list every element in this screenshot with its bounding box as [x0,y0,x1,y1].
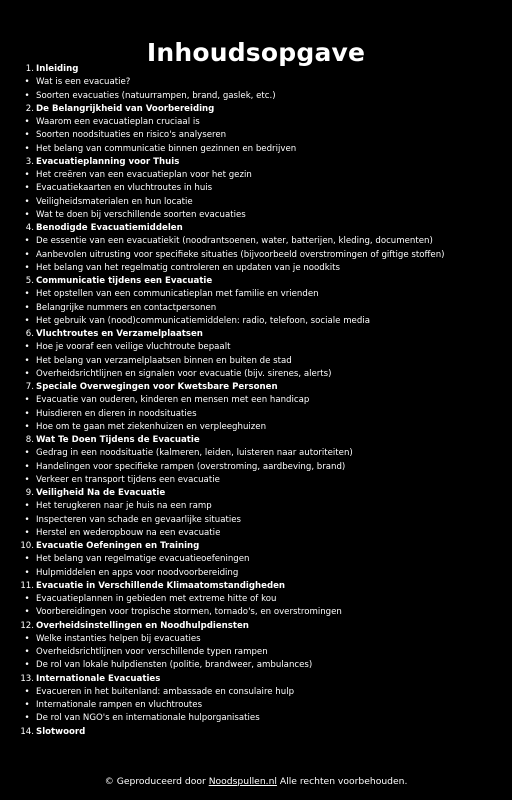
bullet-icon: • [24,421,30,432]
bullet-icon: • [24,236,30,247]
bullet-icon: • [24,474,30,485]
chapter-title: Evacuatie in Verschillende Klimaatomstandigheden [36,580,286,591]
toc-subitem [0,169,512,182]
toc-chapter [0,103,512,116]
toc-subitem [0,514,512,527]
subitem-text: Hoe je vooraf een veilige vluchtroute bepaalt [36,342,231,353]
bullet-icon: • [24,686,30,697]
toc-subitem [0,368,512,381]
bullet-icon: • [24,395,30,406]
subitem-text: Hulpmiddelen en apps voor noodvoorbereiding [36,567,239,578]
toc-subitem [0,315,512,328]
subitem-text: Het opstellen van een communicatieplan met familie en vrienden [36,289,319,300]
toc-chapter [0,487,512,500]
footer-copyright-prefix: © Geproduceerd door [104,776,209,787]
bullet-icon: • [24,342,30,353]
subitem-text: Het belang van het regelmatig controleren en updaten van je noodkits [36,262,340,273]
subitem-text: De essentie van een evacuatiekit (noodrantsoenen, water, batterijen, kleding, documenten) [36,236,433,247]
toc-subitem [0,341,512,354]
subitem-text: Evacuatieplannen in gebieden met extreme hitte of kou [36,594,277,604]
footer-link[interactable]: Noodspullen.nl [208,776,277,787]
subitem-text: Aanbevolen uitrusting voor specifieke situaties (bijvoorbeeld overstromingen of giftige stoffen) [36,249,445,260]
subitem-text: Wat te doen bij verschillende soorten evacuaties [36,209,246,220]
bullet-icon: • [24,607,30,618]
toc-subitem [0,659,512,672]
toc-subitem [0,474,512,487]
toc-chapter [0,222,512,235]
toc-subitem [0,182,512,195]
chapter-number: 9. [25,488,34,498]
toc-chapter [0,673,512,686]
toc-subitem [0,408,512,421]
toc-subitem [0,196,512,209]
toc-subitem [0,116,512,129]
chapter-number: 3. [25,156,34,167]
toc-subitem [0,712,512,725]
subitem-text: De rol van lokale hulpdiensten (politie, brandweer, ambulances) [36,660,313,671]
table-of-contents [0,63,512,739]
chapter-number: 2. [25,103,34,114]
bullet-icon: • [24,527,30,538]
toc-subitem [0,633,512,646]
toc-subitem [0,567,512,580]
toc-chapter [0,328,512,341]
chapter-number: 13. [20,673,34,684]
bullet-icon: • [24,660,30,671]
toc-subitem [0,606,512,619]
chapter-title: Veiligheid Na de Evacuatie [36,488,166,498]
toc-subitem [0,288,512,301]
bullet-icon: • [24,130,30,141]
bullet-icon: • [24,461,30,472]
toc-subitem [0,394,512,407]
bullet-icon: • [24,143,30,154]
toc-subitem [0,249,512,262]
subitem-text: Het terugkeren naar je huis na een ramp [36,501,212,512]
subitem-text: Wat is een evacuatie? [36,77,131,88]
bullet-icon: • [24,209,30,220]
footer-copyright-suffix: Alle rechten voorbehouden. [276,776,408,787]
bullet-icon: • [24,249,30,260]
subitem-text: Soorten noodsituaties en risico's analyseren [36,130,227,141]
toc-subitem [0,447,512,460]
chapter-number: 12. [20,620,34,631]
bullet-icon: • [24,713,30,724]
bullet-icon: • [24,633,30,644]
subitem-text: Verkeer en transport tijdens een evacuatie [36,474,220,485]
subitem-text: Huisdieren en dieren in noodsituaties [36,408,197,419]
subitem-text: Het belang van regelmatige evacuatieoefeningen [36,554,250,565]
subitem-text: Inspecteren van schade en gevaarlijke situaties [36,514,241,525]
bullet-icon: • [24,77,30,88]
toc-subitem [0,235,512,248]
subitem-text: Waarom een evacuatieplan cruciaal is [36,117,200,127]
toc-subitem [0,355,512,368]
subitem-text: De rol van NGO's en internationale hulporganisaties [36,713,260,724]
chapter-number: 1. [25,64,34,74]
chapter-title: Overheidsinstellingen en Noodhulpdiensten [36,620,249,631]
chapter-number: 7. [25,382,34,392]
toc-subitem [0,129,512,142]
subitem-text: Evacuatiekaarten en vluchtroutes in huis [36,183,213,194]
bullet-icon: • [24,368,30,379]
page-title: Inhoudsopgave [146,37,366,67]
bullet-icon: • [24,90,30,101]
toc-subitem [0,686,512,699]
bullet-icon: • [24,514,30,525]
chapter-title: Evacuatie Oefeningen en Training [36,541,200,551]
chapter-title: Wat Te Doen Tijdens de Evacuatie [36,435,200,445]
toc-subitem [0,90,512,103]
chapter-title: Speciale Overwegingen voor Kwetsbare Personen [36,382,278,392]
subitem-text: Het belang van verzamelplaatsen binnen en buiten de stad [36,355,292,366]
subitem-text: Handelingen voor specifieke rampen (overstroming, aardbeving, brand) [36,461,346,472]
bullet-icon: • [24,501,30,512]
chapter-title: Slotwoord [36,726,86,737]
bullet-icon: • [24,262,30,273]
bullet-icon: • [24,594,30,604]
subitem-text: Het gebruik van (nood)communicatiemiddelen: radio, telefoon, sociale media [36,315,370,326]
toc-chapter [0,63,512,76]
bullet-icon: • [24,700,30,710]
chapter-number: 11. [20,580,34,591]
toc-subitem [0,302,512,315]
bullet-icon: • [24,448,30,459]
toc-subitem [0,209,512,222]
chapter-title: De Belangrijkheid van Voorbereiding [36,103,215,114]
toc-chapter [0,726,512,739]
toc-subitem [0,421,512,434]
subitem-text: Hoe om te gaan met ziekenhuizen en verpleeghuizen [36,421,267,432]
chapter-number: 10. [20,541,34,551]
chapter-title: Inleiding [36,64,79,74]
chapter-number: 14. [20,726,34,737]
toc-chapter [0,580,512,593]
toc-subitem [0,699,512,712]
subitem-text: Welke instanties helpen bij evacuaties [36,633,201,644]
toc-subitem [0,527,512,540]
bullet-icon: • [24,289,30,300]
chapter-title: Communicatie tijdens een Evacuatie [36,276,213,286]
chapter-number: 6. [25,329,34,339]
toc-subitem [0,262,512,275]
subitem-text: Veiligheidsmaterialen en hun locatie [36,196,193,207]
chapter-number: 4. [25,223,34,233]
toc-subitem [0,143,512,156]
subitem-text: Overheidsrichtlijnen voor verschillende typen rampen [36,647,268,657]
bullet-icon: • [24,117,30,127]
toc-chapter [0,156,512,169]
subitem-text: Herstel en wederopbouw na een evacuatie [36,527,221,538]
bullet-icon: • [24,196,30,207]
chapter-title: Vluchtroutes en Verzamelplaatsen [36,329,203,339]
toc-chapter [0,540,512,553]
subitem-text: Gedrag in een noodsituatie (kalmeren, leiden, luisteren naar autoriteiten) [36,448,353,459]
chapter-title: Evacuatieplanning voor Thuis [36,156,180,167]
bullet-icon: • [24,170,30,180]
toc-subitem [0,553,512,566]
bullet-icon: • [24,567,30,578]
toc-subitem [0,500,512,513]
subitem-text: Internationale rampen en vluchtroutes [36,700,203,710]
toc-chapter [0,381,512,394]
subitem-text: Evacueren in het buitenland: ambassade en consulaire hulp [36,686,295,697]
bullet-icon: • [24,647,30,657]
chapter-title: Benodigde Evacuatiemiddelen [36,223,183,233]
bullet-icon: • [24,315,30,326]
chapter-title: Internationale Evacuaties [36,673,161,684]
subitem-text: Voorbereidingen voor tropische stormen, tornado's, en overstromingen [36,607,342,618]
bullet-icon: • [24,302,30,313]
subitem-text: Belangrijke nummers en contactpersonen [36,302,217,313]
bullet-icon: • [24,355,30,366]
toc-chapter [0,620,512,633]
toc-chapter [0,434,512,447]
toc-subitem [0,461,512,474]
subitem-text: Het creëren van een evacuatieplan voor het gezin [36,170,252,180]
footer [0,775,512,789]
toc-subitem [0,646,512,659]
toc-chapter [0,275,512,288]
subitem-text: Evacuatie van ouderen, kinderen en mensen met een handicap [36,395,310,406]
toc-subitem [0,76,512,89]
toc-subitem [0,593,512,606]
subitem-text: Het belang van communicatie binnen gezinnen en bedrijven [36,143,297,154]
subitem-text: Overheidsrichtlijnen en signalen voor evacuatie (bijv. sirenes, alerts) [36,368,332,379]
bullet-icon: • [24,183,30,194]
chapter-number: 5. [25,276,34,286]
bullet-icon: • [24,554,30,565]
chapter-number: 8. [25,435,34,445]
bullet-icon: • [24,408,30,419]
subitem-text: Soorten evacuaties (natuurrampen, brand, gaslek, etc.) [36,90,276,101]
